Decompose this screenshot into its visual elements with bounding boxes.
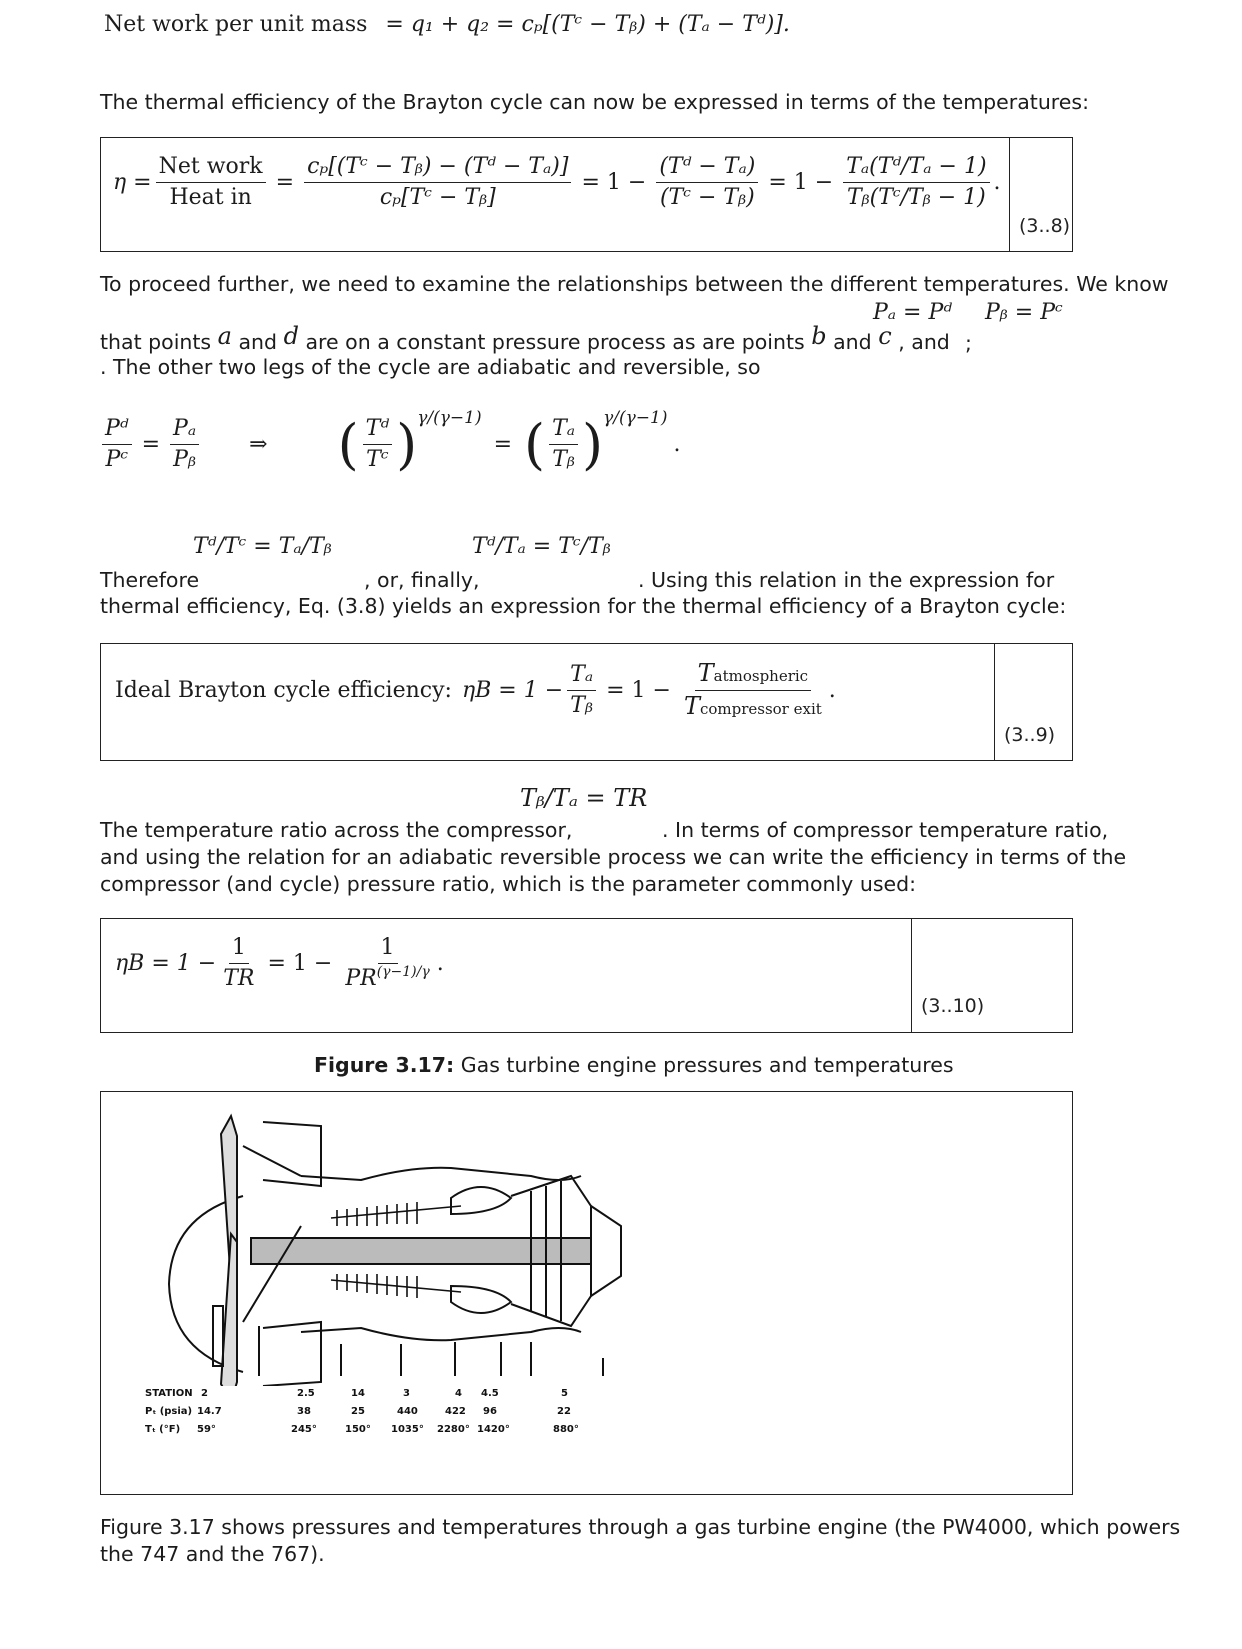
frac-numerator: Tₐ (567, 662, 596, 690)
temperature-value: 2280° (437, 1424, 470, 1435)
station-value: 14 (351, 1388, 365, 1399)
equals-one-minus: = 1 − (606, 677, 671, 703)
phrase-using-relation: . Using this relation in the expression for (638, 568, 1055, 592)
equals-one-minus: = 1 − (768, 169, 834, 195)
frac-denominator: (Tᶜ − Tᵦ) (659, 184, 755, 210)
eta-b-one-minus: ηB = 1 − (461, 677, 564, 703)
station-value: 2 (201, 1388, 208, 1399)
period: . (828, 677, 836, 703)
subscript-atmospheric: atmospheric (713, 666, 809, 685)
phrase-compressor-temperature-ratio: . In terms of compressor temperature ratio, (662, 818, 1109, 842)
figure-caption (314, 1051, 954, 1079)
equation-box-3-10 (100, 918, 1073, 1033)
frac-numerator: Tₐ (549, 416, 578, 444)
temperature-label: Tₜ (°F) (145, 1424, 181, 1435)
eta-symbol: η = (113, 169, 152, 195)
frac-numerator: 1 (229, 935, 249, 963)
frac-net-work: Net work (156, 154, 266, 182)
station-value: 4 (455, 1388, 462, 1399)
pr-exponent: (γ−1)/γ (376, 963, 430, 980)
turbofan-engine-diagram (151, 1106, 641, 1386)
frac-denominator: cₚ[Tᶜ − Tᵦ] (379, 184, 496, 210)
ideal-brayton-label: Ideal Brayton cycle efficiency: (115, 677, 452, 703)
figure-caption-text: Gas turbine engine pressures and temperatures (460, 1053, 954, 1077)
frac-heat-in: Heat in (169, 184, 252, 210)
t-compressor-exit: T (683, 691, 700, 720)
frac-numerator: Pᵈ (102, 416, 132, 444)
frac-numerator: Tᵈ (363, 416, 392, 444)
period: . (673, 431, 681, 457)
figure-box (100, 1091, 1073, 1495)
equation-number-3-10: (3..10) (921, 995, 985, 1017)
equals: = (493, 431, 513, 457)
temperature-value: 150° (345, 1424, 371, 1435)
inline-eq-pb-pc: Pᵦ = Pᶜ (985, 300, 1063, 325)
inline-eq-tr: Tᵦ/Tₐ = TR (520, 784, 648, 812)
frac-numerator: cₚ[(Tᶜ − Tᵦ) − (Tᵈ − Tₐ)] (304, 154, 571, 182)
exponent: γ/(γ−1) (417, 408, 482, 428)
word-therefore: Therefore (100, 568, 200, 592)
station-value: 2.5 (297, 1388, 315, 1399)
temperature-value: 245° (291, 1424, 317, 1435)
eta-b-one-minus: ηB = 1 − (115, 950, 217, 976)
var-a: a (217, 322, 232, 350)
pressure-temperature-equation: $\frac{\text{Pᵈ}}{\text{Pᶜ}}$ = $\frac{\text{Pₐ}}{\text{Pᵦ}}$ ⇒ ( $\frac{\text{Tᵈ}}{\text{Tᶜ}}$ ) γ/(γ−1) = ( $\frac{\text{Tₐ}}{\text{Tᵦ}}$ ) γ/(γ−1) . (98, 404, 680, 484)
frac-denominator: Pᶜ (105, 446, 129, 472)
var-c: c (878, 322, 892, 350)
net-work-equation (104, 6, 790, 42)
station-label: STATION (145, 1388, 193, 1399)
paragraph-figure-description-line1: Figure 3.17 shows pressures and temperatures through a gas turbine engine (the PW4000, which powers (100, 1515, 1181, 1539)
station-value: 3 (403, 1388, 410, 1399)
equation-box-3-8: η = $\frac{\text{Net work}}{\text{Heat in}}$ = $\frac{\text{cₚ[(Tᶜ − Tᵦ) − (Tᵈ − Tₐ)]}}{\text{cₚ[Tᶜ − Tᵦ]}}$ = 1 − $\frac{\text{(Tᵈ − Tₐ)}}{\text{(Tᶜ − Tᵦ)}}$ = 1 − $\frac{\text{Tₐ(Tᵈ/Tₐ − 1)}}{\text{Tᵦ(Tᶜ/Tᵦ − 1)}}$ . (3..8) (100, 137, 1073, 252)
equals-one-minus: = 1 − (581, 169, 647, 195)
frac-denominator: Pᵦ (173, 446, 196, 472)
pressure-value: 14.7 (197, 1406, 222, 1417)
paragraph-thermal-efficiency: The thermal efficiency of the Brayton cycle can now be expressed in terms of the temperatures: (100, 90, 1089, 114)
paragraph-figure-description-line2: the 747 and the 767). (100, 1542, 325, 1566)
paragraph-pressure-ratio-line: compressor (and cycle) pressure ratio, which is the parameter commonly used: (100, 872, 917, 896)
frac-denominator: Tᵦ (552, 446, 575, 472)
temperature-value: 59° (197, 1424, 216, 1435)
equals-one-minus: = 1 − (267, 950, 333, 976)
equals: = (141, 431, 161, 457)
period: . (993, 169, 1001, 195)
paragraph-relationships-line2: that points a and d are on a constant pressure process as are points b and c , and (100, 322, 950, 354)
inline-eq-temperature-ratio-final: Tᵈ/Tₐ = Tᶜ/Tᵦ (472, 534, 611, 559)
pressure-value: 25 (351, 1406, 365, 1417)
frac-denominator: TR (223, 965, 255, 991)
exponent: γ/(γ−1) (603, 408, 668, 428)
t-atmospheric: T (697, 658, 714, 687)
paragraph-adiabatic-line: and using the relation for an adiabatic reversible process we can write the efficiency in terms of the (100, 845, 1127, 869)
subscript-compressor-exit: compressor exit (699, 699, 822, 718)
inline-eq-temperature-ratio: Tᵈ/Tᶜ = Tₐ/Tᵦ (193, 534, 332, 559)
temperature-value: 1035° (391, 1424, 424, 1435)
var-d: d (283, 322, 299, 350)
pressure-value: 38 (297, 1406, 311, 1417)
phrase-or-finally: , or, finally, (364, 568, 480, 592)
implies-arrow: ⇒ (249, 431, 268, 457)
frac-denominator: Tᵦ(Tᶜ/Tᵦ − 1) (846, 184, 986, 210)
frac-numerator: Pₐ (170, 416, 199, 444)
frac-numerator: 1 (378, 935, 398, 963)
equation-number-3-8: (3..8) (1019, 215, 1071, 237)
station-value: 5 (561, 1388, 568, 1399)
station-value: 4.5 (481, 1388, 499, 1399)
pressure-value: 422 (445, 1406, 466, 1417)
equation-box-3-9 (100, 643, 1073, 761)
net-work-expression: = q₁ + q₂ = cₚ[(Tᶜ − Tᵦ) + (Tₐ − Tᵈ)]. (385, 11, 790, 37)
frac-numerator: (Tᵈ − Tₐ) (656, 154, 758, 182)
figure-caption-label: Figure 3.17: (314, 1053, 455, 1077)
paragraph-thermal-efficiency-brayton: thermal efficiency, Eq. (3.8) yields an expression for the thermal efficiency of a Brayton cycle: (100, 594, 1067, 618)
period: . (436, 950, 444, 976)
var-b: b (811, 322, 827, 350)
phrase-temperature-ratio: The temperature ratio across the compressor, (100, 818, 573, 842)
inline-eq-pa-pd: Pₐ = Pᵈ (873, 300, 953, 325)
equation-number-3-9: (3..9) (1004, 724, 1056, 746)
semicolon: ; (965, 331, 972, 355)
pressure-label: Pₜ (psia) (145, 1406, 193, 1417)
temperature-value: 1420° (477, 1424, 510, 1435)
frac-numerator: Tₐ(Tᵈ/Tₐ − 1) (843, 154, 989, 182)
paragraph-relationships-line1: To proceed further, we need to examine the relationships between the different temperatures. We know (100, 272, 1169, 296)
temperature-value: 880° (553, 1424, 579, 1435)
net-work-label: Net work per unit mass (104, 11, 368, 37)
pr-symbol: PR (345, 965, 377, 991)
frac-denominator: Tᵦ (570, 692, 593, 718)
pressure-value: 440 (397, 1406, 418, 1417)
pressure-value: 22 (557, 1406, 571, 1417)
pressure-value: 96 (483, 1406, 497, 1417)
frac-denominator: Tᶜ (366, 446, 389, 472)
paragraph-relationships-line3: . The other two legs of the cycle are adiabatic and reversible, so (100, 355, 761, 379)
